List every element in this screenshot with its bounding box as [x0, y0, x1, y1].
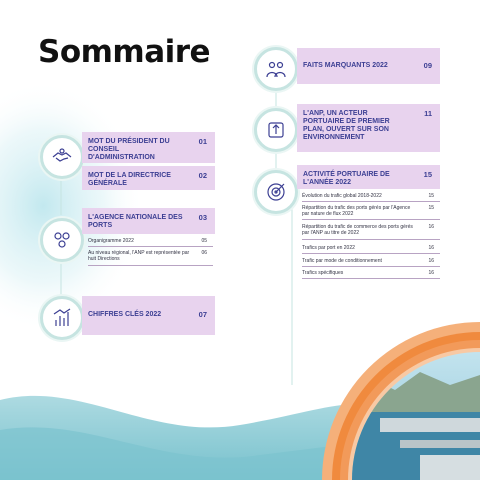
toc-entry[interactable]: Trafics par port en 2022 16: [302, 245, 440, 254]
toc-entry[interactable]: Trafics spécifiques 16: [302, 270, 440, 279]
section-faits[interactable]: FAITS MARQUANTS 2022 09: [297, 48, 440, 84]
section-activite[interactable]: ACTIVITÉ PORTUAIRE DE L'ANNÉE 2022 15: [297, 165, 440, 189]
people-icon: [254, 47, 298, 91]
section-chiffres[interactable]: CHIFFRES CLÉS 2022 07: [82, 296, 215, 335]
toc-entry[interactable]: Trafic par mode de conditionnement 16: [302, 258, 440, 267]
section-president[interactable]: MOT DU PRÉSIDENT DU CONSEIL D'ADMINISTRATION 01: [82, 132, 215, 163]
toc-entry[interactable]: Répartition du trafic des ports gérés par l'Agence par nature de flux 2022 15: [302, 205, 440, 220]
network-icon: [40, 218, 84, 262]
toc-entry[interactable]: Évolution du trafic global 2018-2022 15: [302, 193, 440, 202]
toc-entry[interactable]: Répartition du trafic de commerce des ports gérés par l'ANP au titre de 2022 16: [302, 224, 440, 240]
section-directrice[interactable]: MOT DE LA DIRECTRICE GÉNÉRALE 02: [82, 166, 215, 190]
handshake-icon: [40, 135, 84, 179]
page-title: Sommaire: [38, 34, 211, 70]
section-acteur[interactable]: L'ANP, UN ACTEUR PORTUAIRE DE PREMIER PLAN, OUVERT SUR SON ENVIRONNEMENT 11: [297, 104, 440, 152]
plan-icon: [254, 108, 298, 152]
target-icon: [254, 170, 298, 214]
toc-entry[interactable]: Organigramme 2022 05: [88, 238, 213, 247]
section-agence[interactable]: L'AGENCE NATIONALE DES PORTS 03: [82, 208, 215, 234]
toc-entry[interactable]: Au niveau régional, l'ANP est représentée par huit Directions 06: [88, 250, 213, 266]
chart-hand-icon: [40, 296, 84, 340]
